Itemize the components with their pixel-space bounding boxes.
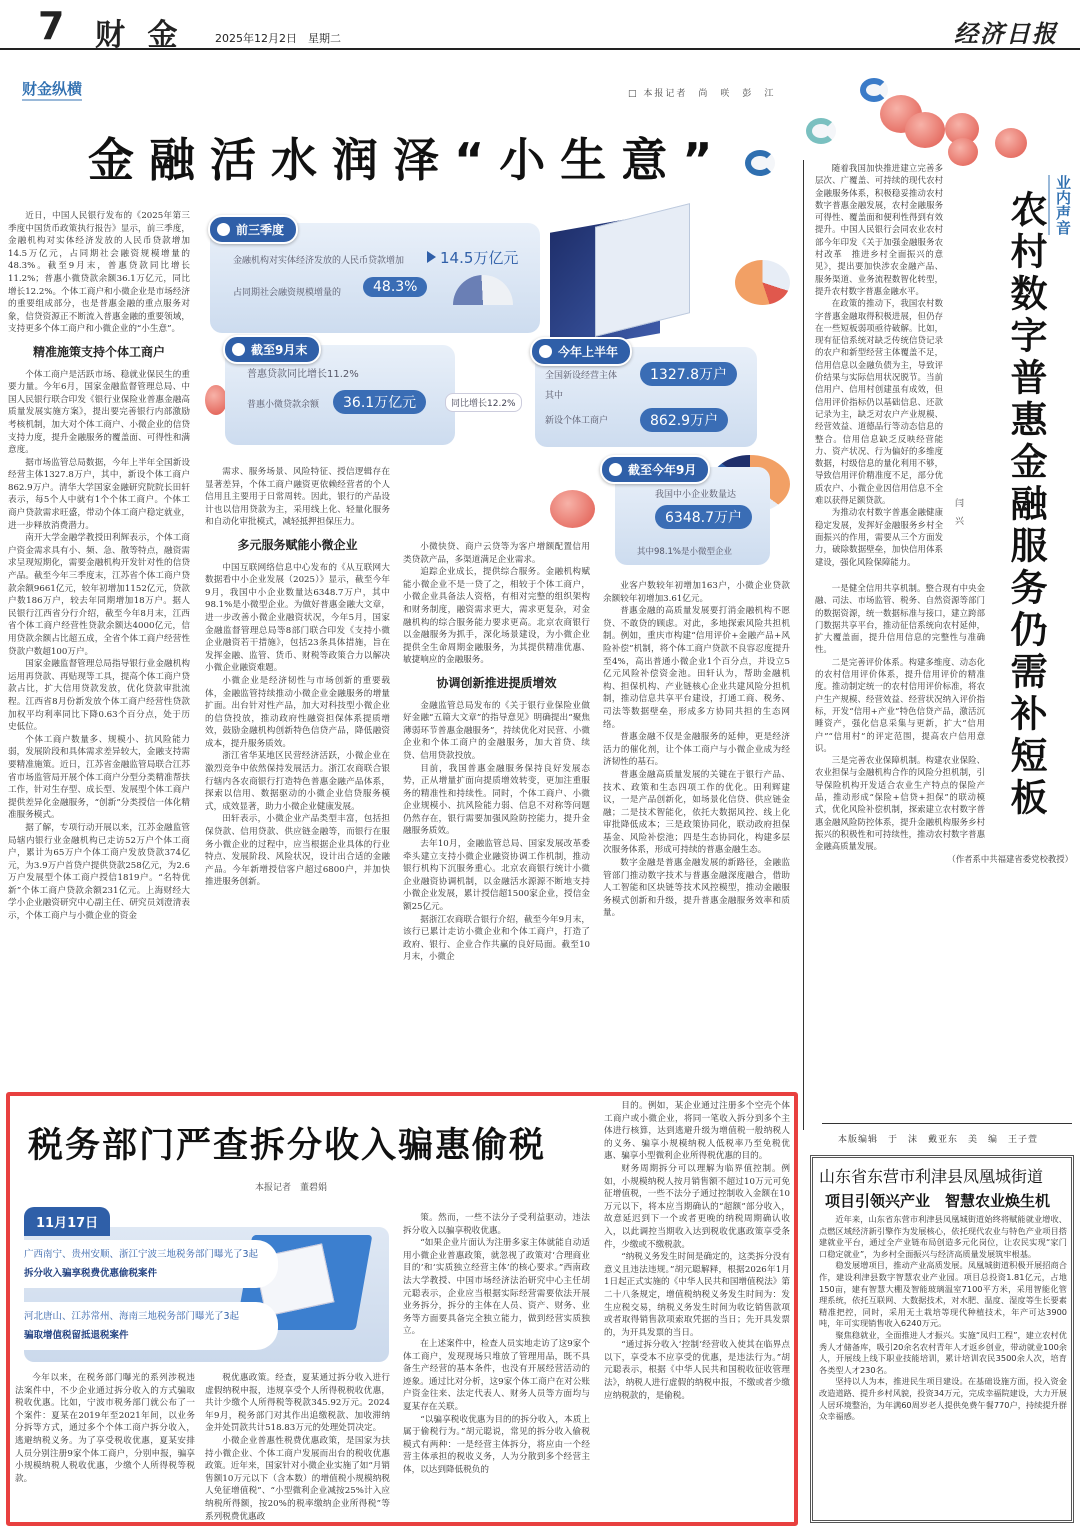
play-icon xyxy=(427,251,436,263)
paragraph: 普惠金融的高质量发展要打消金融机构不愿贷、不敢贷的顾虑。对此，多地探索风险共担机制。例如，重庆市构建“信用评价+金融产品+风险补偿”机制，将个体工商户贷款不良容忍度提升至4%，高出普通小微企业1个百分点，并设立5亿元风险补偿资金池。田轩认为，帮助金融机构、担保机构、产业链核心企业共建风险分担机制，推动信息共享平台建设，打通工商、税务、司法等数据壁垒，形成多方协同共担的生态网络。 xyxy=(603,606,790,730)
sep2-sme-value: 6348.7万户 xyxy=(655,505,752,529)
tax-case-card-1 xyxy=(16,1240,278,1288)
paragraph: 去年10月，金融监管总局、国家发展改革委牵头建立支持小微企业融资协调工作机制，推动银行机构下沉服务重心。北京农商银行统计小微企业融资协调机制，以金融活水源源不断地支持小微企业发展，累计授信超1500家企业，授信金额25亿元。 xyxy=(403,839,590,913)
tax-case-1-text: 广西南宁、贵州安顺、浙江宁波三地税务部门曝光了3起 xyxy=(24,1249,259,1260)
paragraph: 税优惠政策。经查，夏某通过拆分收入进行虚假纳税申报，违规享受个人所得税税收优惠，共计少缴个人所得税等税款345.92万元。2024年9月，税务部门对其作出追缴税款、加收滞纳金并处罚款共计518.83万元的处理处罚决定。 xyxy=(205,1373,390,1434)
paragraph: 二是完善评价体系。构建多维度、动态化的农村信用评价体系，提升信用评价的精准度。推动制定统一的农村信用评价标准，将农户生产规模、经营效益、经营状况纳入评价指标，开发“信用+产业”特色信贷产品，激活沉睡资产，强化信息采集与更新，扩大“信用户”“信用村”的评定范围，提高农户信用意识。 xyxy=(815,656,985,753)
article-column-1 xyxy=(8,210,190,1076)
paragraph: 小微快贷、商户云贷等为客户增额配置信用类贷款产品，多渠道满足企业需求。 xyxy=(403,542,590,565)
opinion-headline: 农村数字普惠金融服务仍需补短板 xyxy=(1004,190,1047,820)
illustration-pie xyxy=(735,260,790,305)
paragraph: “以骗享税收优惠为目的的拆分收入，本质上属于偷税行为。”胡元聪说，常见的拆分收入偷税模式有两种：一是经营主体拆分，将应由一个经营主体承担的税收义务，人为分散到多个经营主体，以达到降低税负的 xyxy=(403,1414,590,1475)
paragraph: 在政策的推动下，我国农村数字普惠金融取得积极进展，但仍存在一些短板弱项亟待破解。比如，现有征信系统对缺乏传统信贷记录的农户和新型经营主体覆盖不足，信用信息以金融负债为主，导致评价结果与实际信用状况脱节。当前信用户、信用村创建虽有成效，但信用评价指标仍以基础信息、还款记录为主，缺乏对农户产业规模、经营效益、道德品行等动态信息的整合。信用信息缺乏反映经营能力、资产状况、行为偏好的多维度数据，村级信息的量化利用不够，导致信用评价精准度不足，部分优质农户、小微企业因信用信息不全难以获得足额贷款。 xyxy=(815,298,943,506)
paragraph: 金融监管总局发布的《关于银行业保险业做好金融“五篇大文章”的指导意见》明确提出“聚焦薄弱环节普惠金融服务”，持续优化对民营、小微企业和个体工商户的金融服务，加大首贷、续贷、信用贷款投放。 xyxy=(403,700,590,761)
paragraph: 今年以来，在税务部门曝光的系列涉税违法案件中，不少企业通过拆分收入的方式骗取税收优惠。比如，宁波市税务部门就公布了一个案件：夏某在2019年至2021年间，以业务分拆等方式，通过多个个体工商户拆分收入，逃避纳税义务。为了享受税收优惠，夏某安排人员分别注册9家个体工商户，分别申报，骗享小规模纳税人税收优惠，少缴个人所得税等税款。 xyxy=(15,1373,195,1484)
paragraph: 据浙江农商联合银行介绍，截至今年9月末，该行已累计走访小微企业和个体工商户，打造了政府、银行、企业合作共赢的良好局面。截至10月末，小微企 xyxy=(403,914,590,963)
paragraph: “如果企业片面认为注册多家主体就能自动适用小微企业普惠政策，就忽视了政策对‘合理商业目的’和‘实质独立经营主体’的核心要求。”西南政法大学教授、中国市场经济法治研究中心主任胡元聪表示，企业应当根据实际经营需要依法开展业务拆分，拆分的主体在人员、资产、财务、业务等方面要具备完全独立能力，做到经营实质独立。 xyxy=(403,1238,590,1337)
paragraph: “通过拆分收入‘控制’经营收入使其在临界点以下，享受本不应享受的优惠，是违法行为。”胡元聪表示，根据《中华人民共和国税收征收管理法》，纳税人进行虚假的纳税申报，不缴或者少缴应纳税款的，是偷税。 xyxy=(604,1340,790,1401)
section-name: 财 金 xyxy=(95,18,184,53)
q3-share-label: 占同期社会融资规模增量的 xyxy=(233,288,342,298)
paragraph: 财务周期拆分可以理解为临界值控制。例如，小规模纳税人按月销售额不超过10万元可免征增值税，一些不法分子通过控制收入金额在10万元以下，将本应当期确认的“超额”部分收入，故意延迟到下一个或者更晚的纳税周期确认收入，以此调控当期收入达到税收优惠政策享受条件，少缴或不缴税款。 xyxy=(604,1163,790,1250)
paragraph: 稳发展增项目，推动产业高质发展。凤凰城街道积极开展招商合作，建设利津县数字智慧农业产业园。项目总投资1.81亿元，占地150亩，建有智慧大棚及智能玻璃温室7100平方米，采用智能化管理系统，依托互联网、大数据技术，对水肥、温度、湿度等生长要素精准把控，同时，采用无土栽培等现代种植技术，年产可达3900吨，年可实现销售收入6240万元。 xyxy=(819,1260,1067,1329)
h1-new-entities-label: 全国新设经营主体 xyxy=(545,371,618,381)
paragraph: 普惠金融高质量发展的关键在于银行产品、技术、政策和生态四项工作的优化。田利辉建议，一是产品创新化，如场景化信贷、供应链金融；二是技术智能化，依托大数据风控、线上化审批降低成本；三是政策协同化，联动政府担保基金、风险补偿池；四是生态协同化，构建多层次服务体系，形成可持续的普惠金融生态。 xyxy=(603,769,790,856)
paragraph: 为推动农村数字普惠金融健康稳定发展，发挥好金融服务乡村全面振兴的作用，需要从三个方面发力，破除数据壁垒，加快信用体系建设，强化风险保障能力。 xyxy=(815,507,943,567)
issue-date: 2025年12月2日 星期二 xyxy=(215,32,341,45)
paragraph: 目的。例如，某企业通过注册多个空壳个体工商户或小微企业，将同一笔收入拆分到多个主体进行核算，达到逃避升级为增值税一般纳税人的义务、骗享小规模纳税人低税率乃至免税优惠、骗享小型微利企业所得税优惠的目的。 xyxy=(604,1101,790,1162)
sep-growth-label: 普惠贷款同比增长11.2% xyxy=(247,369,359,380)
paragraph: 浙江省华某地区民营经济活跃，小微企业在激烈竞争中依然保持发展活力。浙江农商联合银行辖内各农商银行打造特色普惠金融产品体系，探索以信用、数据驱动的小微企业信贷服务模式，成效显著，助力小微企业健康发展。 xyxy=(205,751,390,812)
author-note: （作者系中共福建省委党校教授） xyxy=(947,853,1073,864)
editor-rule xyxy=(822,1123,1072,1124)
h1-new-entities-value: 1327.8万户 xyxy=(640,362,737,386)
paragraph: 个体工商户数量多、规模小、抗风险能力弱，发展阶段和具体需求差异较大，金融支持需要精准施策。近日，江苏省金融监管局联合江苏省市场监管局开展个体工商户分型分类精准帮扶工作，针对生存型、成长型、发展型个体工商户提供差异化金融服务，“创新”分类授信一体化精准服务模式。 xyxy=(8,734,190,821)
byline: □ 本报记者 尚 咲 彭 江 xyxy=(628,89,776,99)
illustration-document xyxy=(595,203,690,337)
headline: 金融活水润泽“小生意” xyxy=(88,133,728,187)
paragraph: 聚焦稳就业，全面推进人才振兴。实施“凤归工程”，建立农村优秀人才储备库，吸引20余名农村青年人才返乡创业，带动就业100余人，开展线上线下职业技能培训，累计培训农民3500余人次，培育各类型人才230名。 xyxy=(819,1329,1067,1375)
opinion-divider xyxy=(803,160,804,1130)
paragraph: “纳税义务发生时间是确定的，这类拆分没有意义且违法违规。”胡元聪解释，根据2026年1月1日起正式实施的《中华人民共和国增值税法》第二十八条规定，增值税纳税义务发生时间为：发生应税交易，纳税义务发生时间为收讫销售款项或者取得销售款项索取凭据的当日；先开具发票的，为开具发票的当日。 xyxy=(604,1252,790,1338)
infobox-sep-tag: 截至9月末 xyxy=(223,335,321,364)
q3-share-value: 48.3% xyxy=(363,277,427,297)
section-heading: 协调创新推进提质增效 xyxy=(436,675,557,690)
tax-column-3 xyxy=(403,1212,590,1522)
paragraph: 坚持以人为本，推进民生项目建设。在基础设施方面，投入资金改造道路、提升乡村风貌，投资34万元，完成幸福院建设，大力开展人居环境整治，为年满60周岁老人提供免费午餐770户，持续提升群众幸福感。 xyxy=(819,1376,1067,1422)
paragraph: 近日，中国人民银行发布的《2025年第三季度中国货币政策执行报告》显示，前三季度，金融机构对实体经济发放的人民币贷款增加14.5万亿元，占同期社会融资规模增量的48.3%。截至9月末，普惠贷款同比增长11.2%；普惠小微贷款余额36.1万亿元，同比增长12.2%。个体工商户和小微企业是市场经济的重要组成部分，也是普惠金融的重点服务对象，信贷资源正不断流入普惠金融的重要领域，支持更多个体工商户和小微企业的“小生意”。 xyxy=(8,211,190,335)
q3-loan-label: 金融机构对实体经济发放的人民币贷款增加 xyxy=(233,256,405,266)
paper-logo: 经济日报 xyxy=(954,19,1058,48)
tax-byline: 本报记者 董碧娟 xyxy=(255,1183,328,1193)
infobox-sep2-tag: 截至今年9月 xyxy=(600,455,710,484)
paragraph: 近年来，山东省东营市利津县凤凰城街道始终将赋能就业增收、点燃区域经济新引擎作为发展核心，依托现代农业与特色产业项目搭建就业平台，通过全产业链布局创造多元化岗位，让农民实现“家门口稳定就业”，为乡村全面振兴与经济高质量发展筑牢根基。 xyxy=(819,1214,1067,1259)
masthead xyxy=(0,0,1080,53)
advertorial-title-1: 山东省东营市利津县凤凰城街道 xyxy=(819,1167,1044,1186)
paragraph: 小微企业普惠性税费优惠政策，是国家为扶持小微企业、个体工商户发展而出台的税收优惠政策。近年来，国家针对小微企业实施了如“月销售额10万元以下（含本数）的增值税小规模纳税人免征增值税”、“小型微利企业减按25%计入应纳税所得额，按20%的税率缴纳企业所得税”等系列税费优惠政 xyxy=(205,1435,390,1522)
advertorial-title-2: 项目引领兴产业 智慧农业焕生机 xyxy=(825,1192,1051,1210)
tax-headline: 税务部门严查拆分收入骗惠偷税 xyxy=(28,1125,547,1166)
page-number: 7 xyxy=(38,4,65,48)
column-tag: 财金纵横 xyxy=(22,78,82,101)
paragraph: 国家金融监督管理总局指导银行业金融机构运用再贷款、再贴现等工具，提高个体工商户贷款占比，扩大信用贷款发放，优化贷款审批流程。江西省8月份新发放个体工商户经营性贷款加权平均利率同比下降0.63个百分点，处于历史低位。 xyxy=(8,659,190,733)
advertorial-body xyxy=(819,1214,1067,1514)
tax-column-4 xyxy=(604,1100,790,1522)
tax-column-2 xyxy=(205,1372,390,1522)
paragraph: 策。然而，一些不法分子受利益驱动，违法拆分收入以骗享税收优惠。 xyxy=(403,1213,590,1236)
paragraph: 普惠金融不仅是金融服务的延伸，更是经济活力的催化剂，让个体工商户与小微企业成为经济韧性的基石。 xyxy=(603,732,790,768)
sep2-sme-label: 我国中小企业数量达 xyxy=(655,490,737,500)
h1-individual-label: 新设个体工商户 xyxy=(545,416,609,426)
paragraph: 个体工商户是活跃市场、稳就业保民生的重要力量。今年6月，国家金融监督管理总局、中国人民银行联合印发《银行业保险业普惠金融高质量发展实施方案》，提出要完善银行内部激励考核机制，加大对个体工商户、小微企业的信贷支持力度，提升金融服务的覆盖面、可得性和满意度。 xyxy=(8,369,190,456)
paragraph: 追踪企业成长，提供综合服务。金融机构赋能小微企业不是一贷了之，相较于个体工商户，小微企业具备法人资格，有相对完整的组织架构和财务制度，融资需求更大，需求更复杂，对金融机构的综合服务能力要求更高。北京农商银行以金融服务为抓手，深化场景建设，为小微企业提供全生命周期金融服务，为其提供精准优惠、敏捷响应的金融服务。 xyxy=(403,567,590,666)
opinion-column-b xyxy=(815,582,1073,1122)
paragraph: 在上述案件中，检查人员实地走访了这9家个体工商户，发现现场只堆放了管理用品，既不具备生产经营的基本条件，也没有开展经营活动的迹象。通过比对分析，这9家个体工商户在对公账户资金往来、法定代表人、财务人员等方面均与夏某存在关联。 xyxy=(403,1338,590,1412)
headline-gap-spacer xyxy=(985,582,1073,832)
opinion-tag: 业内声音 xyxy=(1048,175,1074,235)
editors-credit: 本版编辑 于 沫 戴亚东 美 编 王子萱 xyxy=(838,1135,1039,1145)
paragraph: 田轩表示，小微企业产品类型丰富，包括担保贷款、信用贷款、供应链金融等，而银行在服务小微企业的过程中，应当根据企业具体的行业特点、发展阶段、风险状况，设计出合适的金融产品。今年新增授信客户超过6800户，并加快推进服务创新。 xyxy=(205,814,390,888)
h1-individual-value: 862.9万户 xyxy=(640,408,728,432)
tax-case-card-2 xyxy=(16,1302,278,1350)
paragraph: 据市场监管总局数据，今年上半年全国新设经营主体1327.8万户，其中，新设个体工商户862.9万户。清华大学国家金融研究院院长田轩表示，每5个人中就有1个个体工商户。个体工商户贷款需求旺盛，带动个体工商户稳定就业，进一步释放消费潜力。 xyxy=(8,457,190,531)
tax-date-tag: 11月17日 xyxy=(24,1207,110,1236)
advertorial-box xyxy=(810,1155,1074,1523)
tax-infographic xyxy=(14,1205,386,1363)
paragraph: 三是完善农业保障机制。构建农业保险、农业担保与金融机构合作的风险分担机制，引导保险机构开发适合农业生产特点的保险产品，推动形成“保险+信贷+担保”的联动模式，优化风险补偿机制，探索建立农村数字普惠金融风险防控体系，提升金融机构服务乡村振兴的积极性和可持续性，推动农村数字普惠金融高质量发展。 xyxy=(815,755,985,852)
tax-case-2-text: 河北唐山、江苏常州、海南三地税务部门曝光了3起 xyxy=(24,1311,240,1322)
sep-balance-value: 36.1万亿元 xyxy=(333,390,426,414)
article-column-4 xyxy=(603,580,790,1076)
infobox-h1-tag: 今年上半年 xyxy=(530,337,632,366)
sep2-micro-share: 其中98.1%是小微型企业 xyxy=(637,547,733,557)
article-column-2 xyxy=(205,466,390,1076)
paragraph: 目前，我国普惠金融服务保持良好发展态势，正从增量扩面向提质增效转变，更加注重服务的精准性和持续性。同时，个体工商户、小微企业规模小、抗风险能力弱、信息不对称等问题仍然存在，银行需要加强风险防控能力，提升金融服务质效。 xyxy=(403,763,590,837)
opinion-author: 闫 兴 xyxy=(953,498,963,525)
paragraph: 一是健全信用共享机制。整合现有中央金融、司法、市场监管、税务、自然资源等部门的数据资源，统一数据标准与接口，建立跨部门数据共享平台，推动征信系统向农村延伸，扩大覆盖面，提升信用信息的完整性与准确性。 xyxy=(815,583,985,655)
paragraph: 据了解，专项行动开展以来，江苏金融监管局辖内银行业金融机构已走访52万户个体工商户，累计为65万户个体工商户发放贷款374亿元，为3.9万户首贷户提供贷款258亿元，为2.6万户发展型个体工商户授信1819户。“名特优新”个体工商户贷款余额231亿元。上海财经大学小企业融资研究中心副主任、研究员刘澄清表示，个体工商户与小微企业的资金 xyxy=(8,822,190,922)
infobox-q3-tag: 前三季度 xyxy=(208,215,298,244)
paragraph: 中国互联网络信息中心发布的《从互联网大数据看中小企业发展（2025）》显示，截至今年9月，我国中小企业数量达6348.7万户，其中98.1%是小微型企业。为做好普惠金融大文章，进一步改善小微企业融资状况，今年5月，国家金融监督管理总局等8部门联合印发《支持小微企业融资若干措施》，包括23条具体措施，旨在发挥金融、监管、货币、财税等政策合力以解决小微企业融资难题。 xyxy=(205,562,390,674)
paragraph: 南开大学金融学教授田利辉表示，个体工商户资金需求具有小、频、急、散等特点，融资需求呈现短期化，需要金融机构开发针对性的信贷产品。截至今年三季度末，江苏省个体工商户贷款余额9661亿元，较年初增加1152亿元，贷款户数186万户，较去年同期增加18万户。据人民银行江西省分行介绍，截至今年8月末，江西省个体工商户经营性贷款余额达4000亿元，信用贷款余额占比超五成，全省个体工商户经营性贷款户数超100万户。 xyxy=(8,533,190,657)
sep-growth-callout: 同比增长12.2% xyxy=(445,393,522,412)
section-heading: 多元服务赋能小微企业 xyxy=(237,537,358,552)
paragraph: 随着我国加快推进建立完善多层次、广覆盖、可持续的现代农村金融服务体系，积极稳妥推动农村数字普惠金融发展，农村金融服务可得性、覆盖面和便利性得到有效提升。中国人民银行会同农业农村部今年印发《关于加强金融服务农村改革 推进乡村全面振兴的意见》，提出要加快涉农金融产品、服务渠道、业务流程数智化转型，提升农村数字普惠金融水平。 xyxy=(815,163,943,296)
tax-case-2-title: 骗取增值税留抵退税案件 xyxy=(24,1330,129,1341)
h1-of-which-label: 其中 xyxy=(545,391,564,401)
tax-column-1 xyxy=(15,1372,195,1522)
article-column-3 xyxy=(403,541,590,1076)
q3-loan-value: 14.5万亿元 xyxy=(440,249,519,267)
paragraph: 小微企业是经济韧性与市场创新的重要载体，金融监管持续推动小微企业金融服务的增量扩面。出台针对性产品，加大对科技型小微企业的信贷投放，推动政府性融资担保体系提质增效，鼓励金融机构创新特色信贷产品，降低融资成本，提升服务质效。 xyxy=(205,675,390,749)
tax-case-1-title: 拆分收入骗享税费优惠偷税案件 xyxy=(24,1268,158,1279)
paragraph: 需求、服务场景、风险特征、授信逻辑存在显著差异，个体工商户融资更依赖经营者的个人信用且主要用于日常周转。因此，银行的产品设计也以信用贷款为主，采用线上化、轻量化服务和自动化审批模式，减轻抵押担保压力。 xyxy=(205,467,390,528)
section-heading: 精准施策支持个体工商户 xyxy=(32,344,165,359)
sep-balance-label: 普惠小微贷款余额 xyxy=(247,400,320,410)
opinion-column-a xyxy=(815,162,943,577)
paragraph: 业客户数较年初增加163户，小微企业贷款余额较年初增加3.61亿元。 xyxy=(603,581,790,604)
paragraph: 数字金融是普惠金融发展的新路径，金融监管部门推动数字技术与普惠金融深度融合，借助人工智能和区块链等技术风控模型，推动金融服务模式创新和升级，提升普惠金融服务效率和质量。 xyxy=(603,858,790,919)
